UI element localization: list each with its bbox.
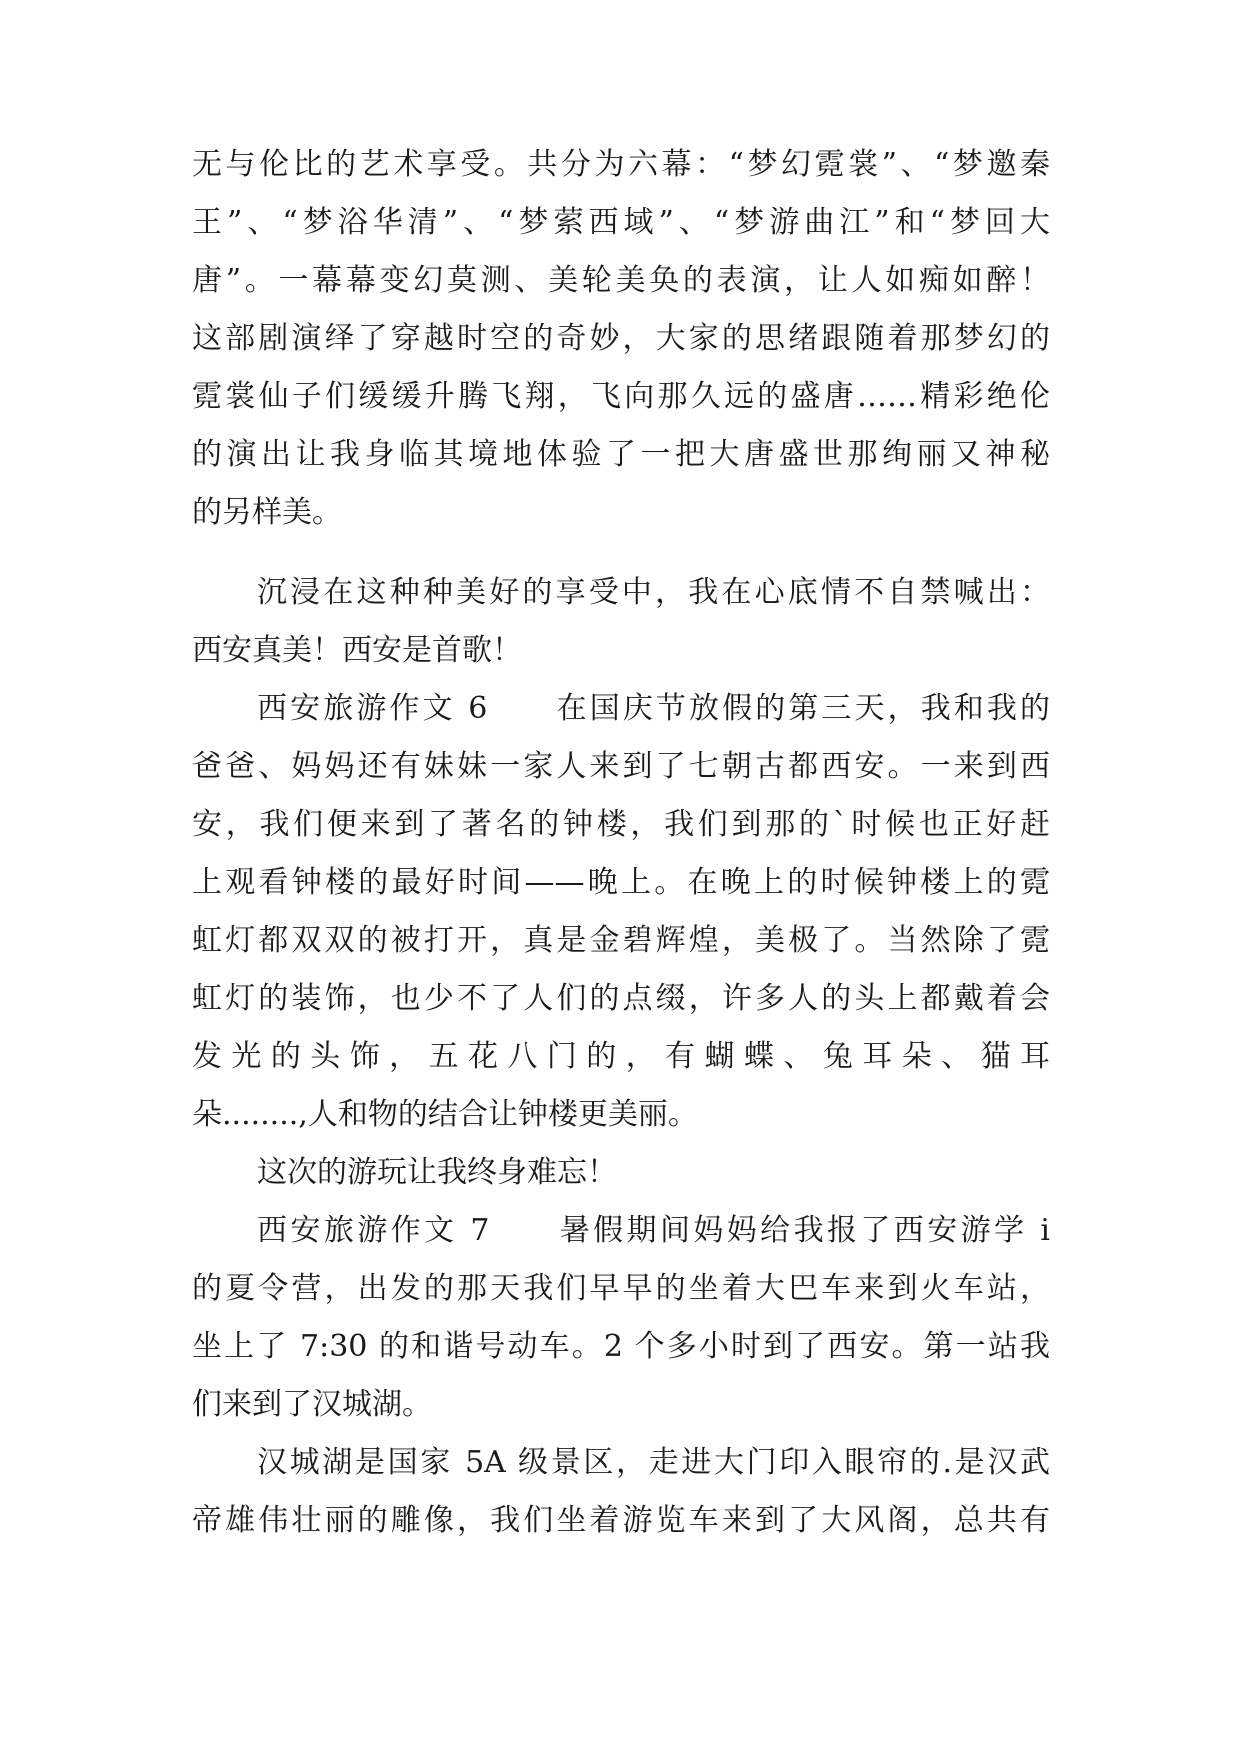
text-line: 这部剧演绎了穿越时空的奇妙，大家的思绪跟随着那梦幻的 (192, 321, 1050, 356)
text-line: 霓裳仙子们缓缓升腾飞翔，飞向那久远的盛唐……精彩绝伦 (192, 379, 1050, 414)
text-line: 上观看钟楼的最好时间——晚上。在晚上的时候钟楼上的霓 (192, 865, 1050, 900)
text-line: 王”、“梦浴华清”、“梦萦西域”、“梦游曲江”和“梦回大 (192, 205, 1050, 240)
text-line: 安，我们便来到了著名的钟楼，我们到那的`时候也正好赶 (192, 807, 1050, 842)
text-line: 朵........,人和物的结合让钟楼更美丽。 (192, 1097, 698, 1132)
text-line: 唐”。一幕幕变幻莫测、美轮美奂的表演，让人如痴如醉！ (192, 263, 1050, 298)
text-line: 们来到了汉城湖。 (192, 1387, 432, 1422)
text-line: 的夏令营，出发的那天我们早早的坐着大巴车来到火车站， (192, 1271, 1050, 1306)
text-line: 西安真美！西安是首歌！ (192, 633, 522, 668)
text-line: 帝雄伟壮丽的雕像，我们坐着游览车来到了大风阁，总共有 (192, 1503, 1050, 1538)
text-line: 汉城湖是国家 5A 级景区，走进大门印入眼帘的.是汉武 (257, 1445, 1050, 1480)
text-line: 无与伦比的艺术享受。共分为六幕：“梦幻霓裳”、“梦邀秦 (192, 147, 1050, 182)
text-line: 爸爸、妈妈还有妹妹一家人来到了七朝古都西安。一来到西 (192, 749, 1050, 784)
text-line: 的演出让我身临其境地体验了一把大唐盛世那绚丽又神秘 (192, 437, 1050, 472)
text-line: 坐上了 7:30 的和谐号动车。2 个多小时到了西安。第一站我 (192, 1329, 1050, 1364)
text-line: 虹灯的装饰，也少不了人们的点缀，许多人的头上都戴着会 (192, 981, 1050, 1016)
text-line: 西安旅游作文 7 暑假期间妈妈给我报了西安游学 i (257, 1213, 1050, 1248)
text-line: 这次的游玩让我终身难忘！ (257, 1155, 617, 1190)
text-line: 沉浸在这种种美好的享受中，我在心底情不自禁喊出： (257, 575, 1050, 610)
text-line: 西安旅游作文 6 在国庆节放假的第三天，我和我的 (257, 691, 1050, 726)
text-line: 虹灯都双双的被打开，真是金碧辉煌，美极了。当然除了霓 (192, 923, 1050, 958)
text-line: 的另样美。 (192, 495, 342, 530)
text-line: 发光的头饰，五花八门的，有蝴蝶、兔耳朵、猫耳 (192, 1039, 1050, 1074)
